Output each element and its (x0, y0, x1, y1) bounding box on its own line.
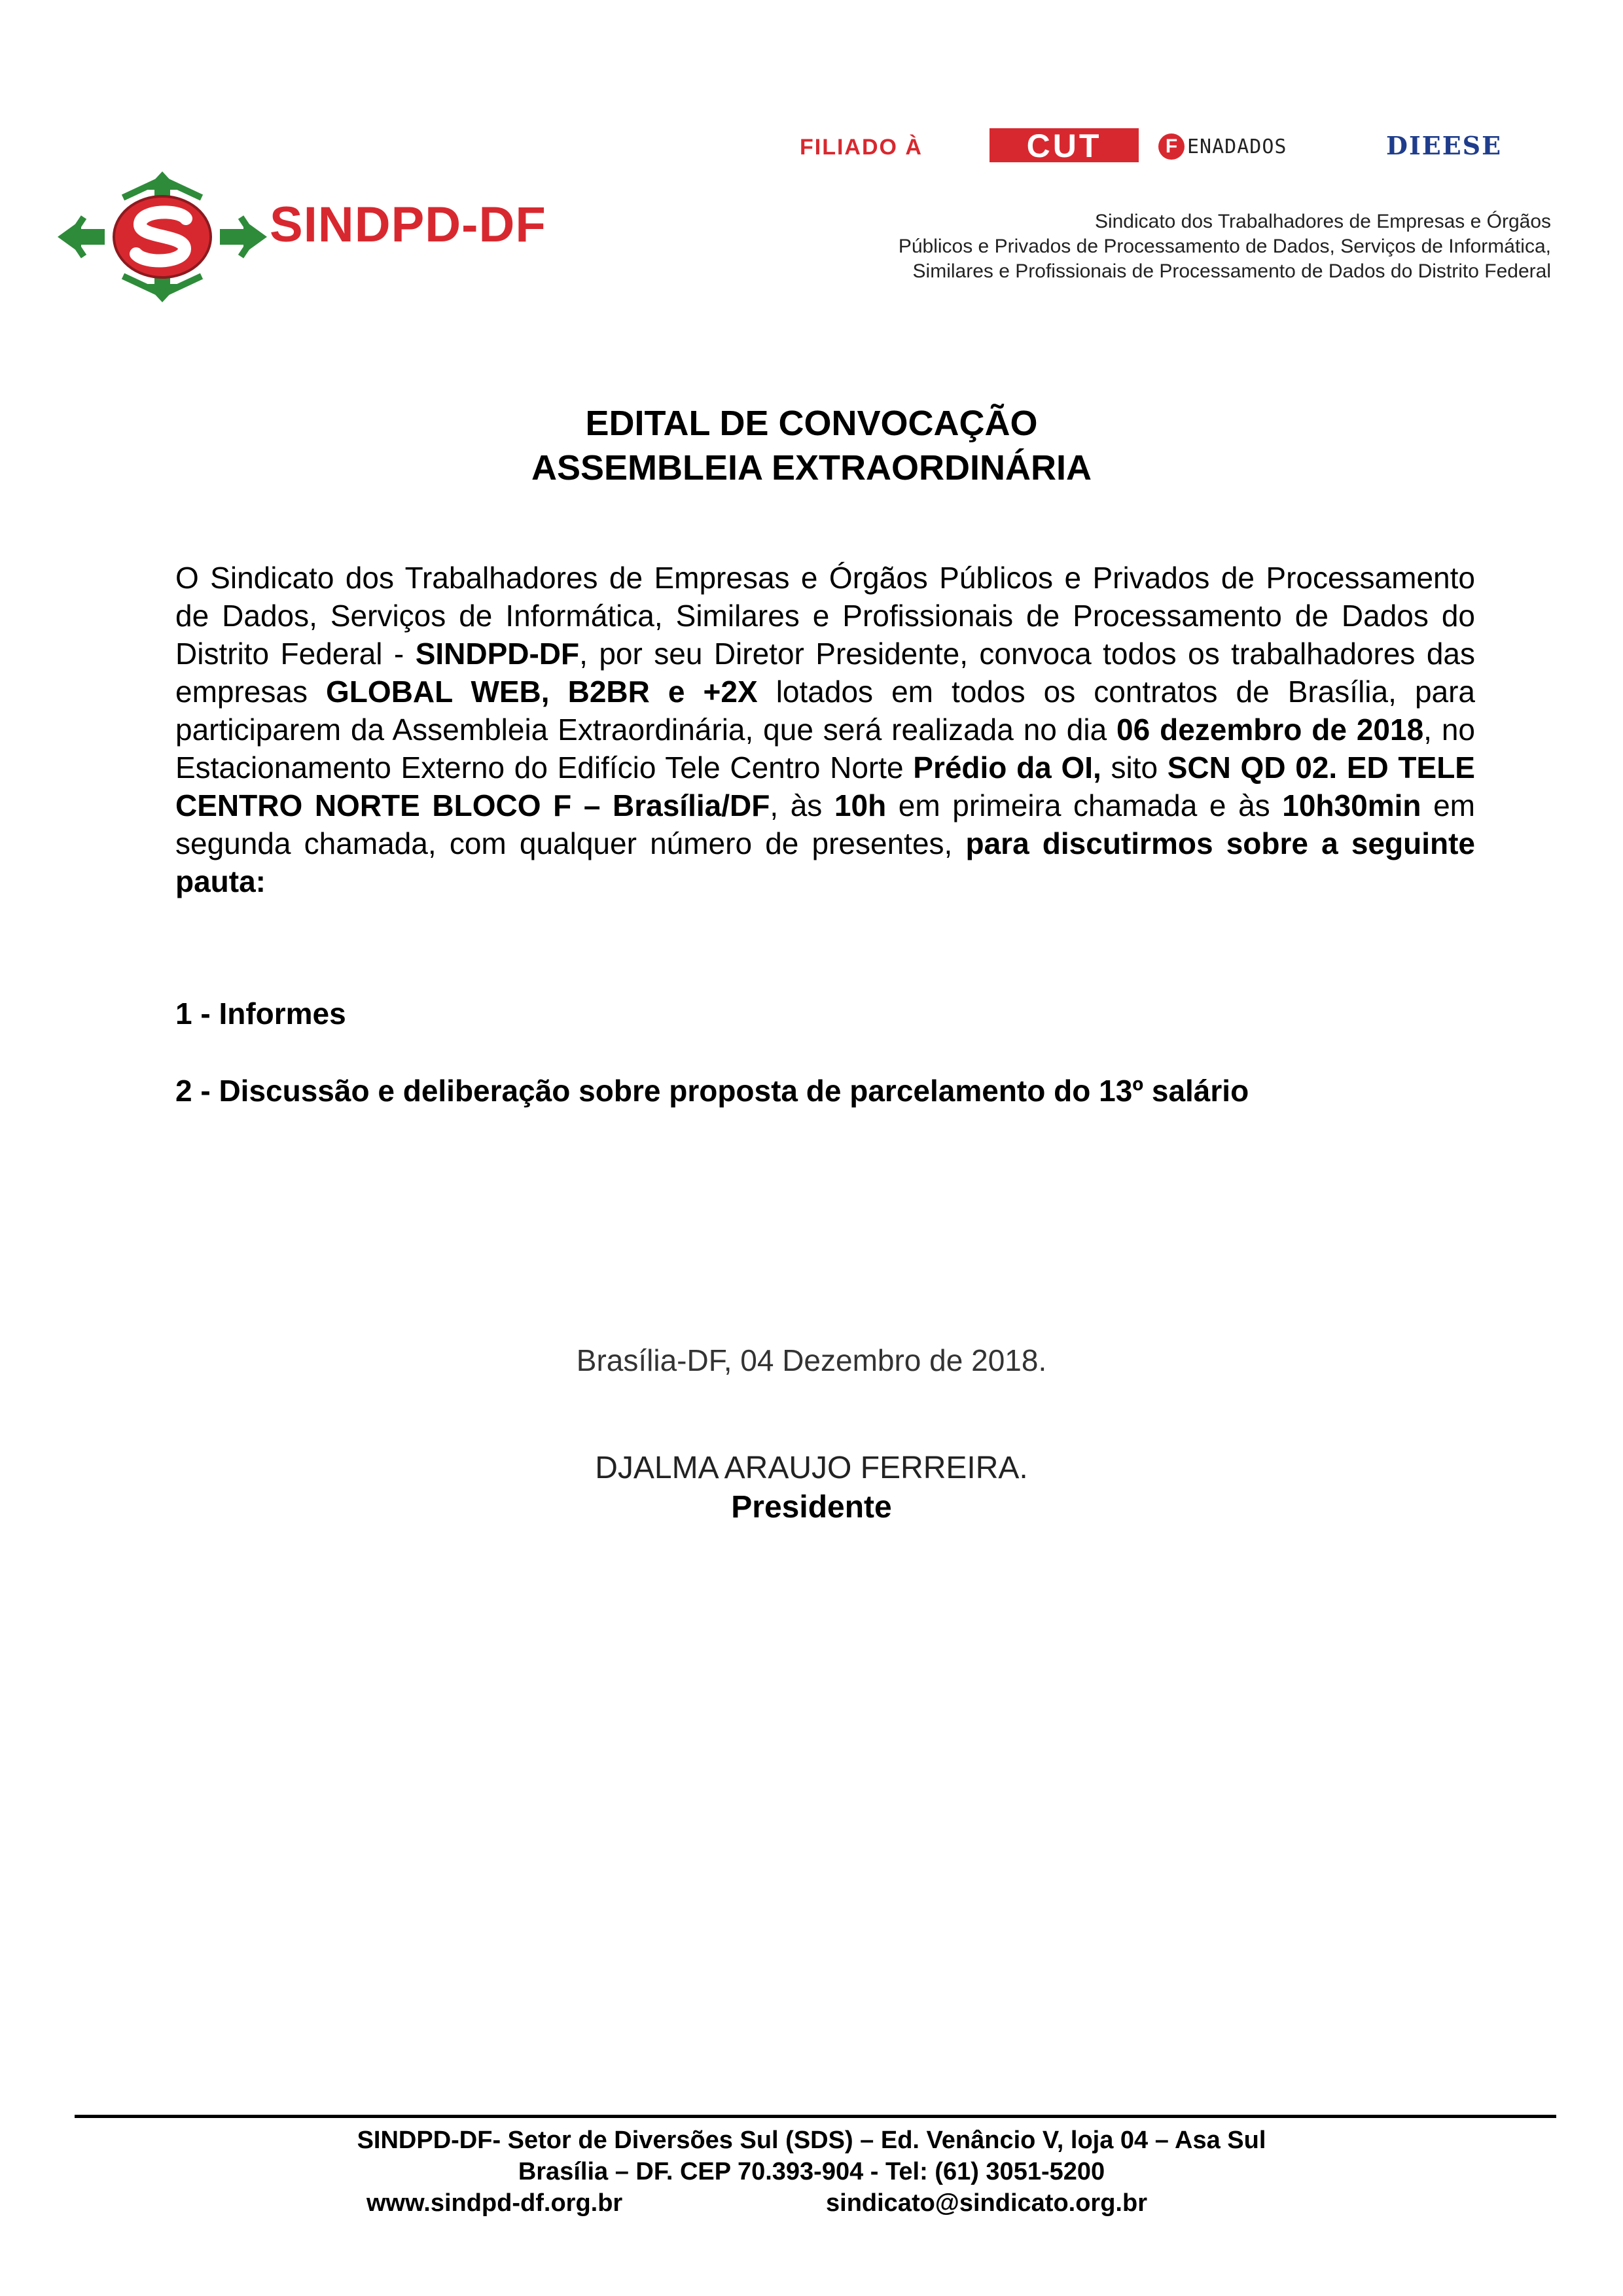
agenda-intro: para discutirmos sobre a seguinte pauta: (175, 826, 1475, 898)
union-fullname-line: Públicos e Privados de Processamento de Dados, Serviços de Informática, (898, 236, 1551, 257)
fenadados-text: ENADADOS (1187, 135, 1287, 158)
body-text: , no Estacionamento Externo do Edifício Tele Centro Norte (175, 713, 1475, 785)
meeting-address: SCN QD 02. ED TELE CENTRO NORTE BLOCO F – Brasília/DF (175, 751, 1475, 822)
document-subtitle: ASSEMBLEIA EXTRAORDINÁRIA (531, 448, 1092, 487)
convocation-paragraph (175, 559, 1475, 900)
dieese-logo: DIEESE (1386, 131, 1503, 160)
document-title: EDITAL DE CONVOCAÇÃO (585, 404, 1038, 443)
agenda-item: 2 - Discussão e deliberação sobre proposta de parcelamento do 13º salário (175, 1074, 1249, 1108)
cut-logo-text: CUT (1026, 128, 1102, 162)
body-text: , às (770, 788, 834, 822)
body-text: lotados em todos os contratos de Brasília, para participarem da Assembleia Extraordinária, que será realizada no dia (175, 675, 1476, 747)
company-names: GLOBAL WEB, B2BR e +2X (326, 675, 758, 709)
body-text: O Sindicato dos Trabalhadores de Empresas e Órgãos Públicos e Privados de Processamento de Dados, Serviços de Informática, Similares e Profissionais de Processamento de Dados do Distrito Federal - (175, 561, 1475, 671)
affiliation-row (800, 126, 1559, 165)
agenda-item: 1 - Informes (175, 997, 346, 1031)
footer-email-link[interactable]: sindicato@sindicato.org.br (826, 2189, 1147, 2217)
body-text: sito (1101, 751, 1168, 785)
body-text: , por seu Diretor Presidente, convoca todos os trabalhadores das empresas (175, 637, 1475, 709)
filiado-label: FILIADO À (800, 135, 923, 160)
cut-logo (990, 128, 1139, 162)
body-text: em segunda chamada, com qualquer número de presentes, (175, 788, 1475, 860)
meeting-date: 06 dezembro de 2018 (1116, 713, 1424, 747)
first-call-time: 10h (834, 788, 887, 822)
footer-divider (75, 2115, 1556, 2118)
footer-address: SINDPD-DF- Setor de Diversões Sul (SDS) – Ed. Venâncio V, loja 04 – Asa Sul (357, 2127, 1266, 2154)
sindpd-logo-icon (58, 171, 267, 302)
date-line: Brasília-DF, 04 Dezembro de 2018. (576, 1343, 1047, 1377)
signer-role: Presidente (731, 1490, 892, 1525)
footer-website-link[interactable]: www.sindpd-df.org.br (366, 2189, 623, 2217)
union-fullname-line: Sindicato dos Trabalhadores de Empresas e Órgãos (1094, 211, 1551, 232)
body-text: em primeira chamada e às (886, 788, 1283, 822)
union-fullname (772, 209, 1551, 284)
signer-name: DJALMA ARAUJO FERREIRA. (595, 1451, 1028, 1485)
second-call-time: 10h30min (1282, 788, 1421, 822)
building-name: Prédio da OI, (913, 751, 1101, 785)
fenadados-logo (1158, 132, 1287, 161)
footer-contact: Brasília – DF. CEP 70.393-904 - Tel: (61) 3051-5200 (518, 2158, 1105, 2185)
fenadados-initial: F (1158, 133, 1185, 160)
union-fullname-line: Similares e Profissionais de Processamento de Dados do Distrito Federal (912, 260, 1551, 282)
union-acronym: SINDPD-DF (415, 637, 580, 671)
logo-name: SINDPD-DF (270, 197, 546, 253)
